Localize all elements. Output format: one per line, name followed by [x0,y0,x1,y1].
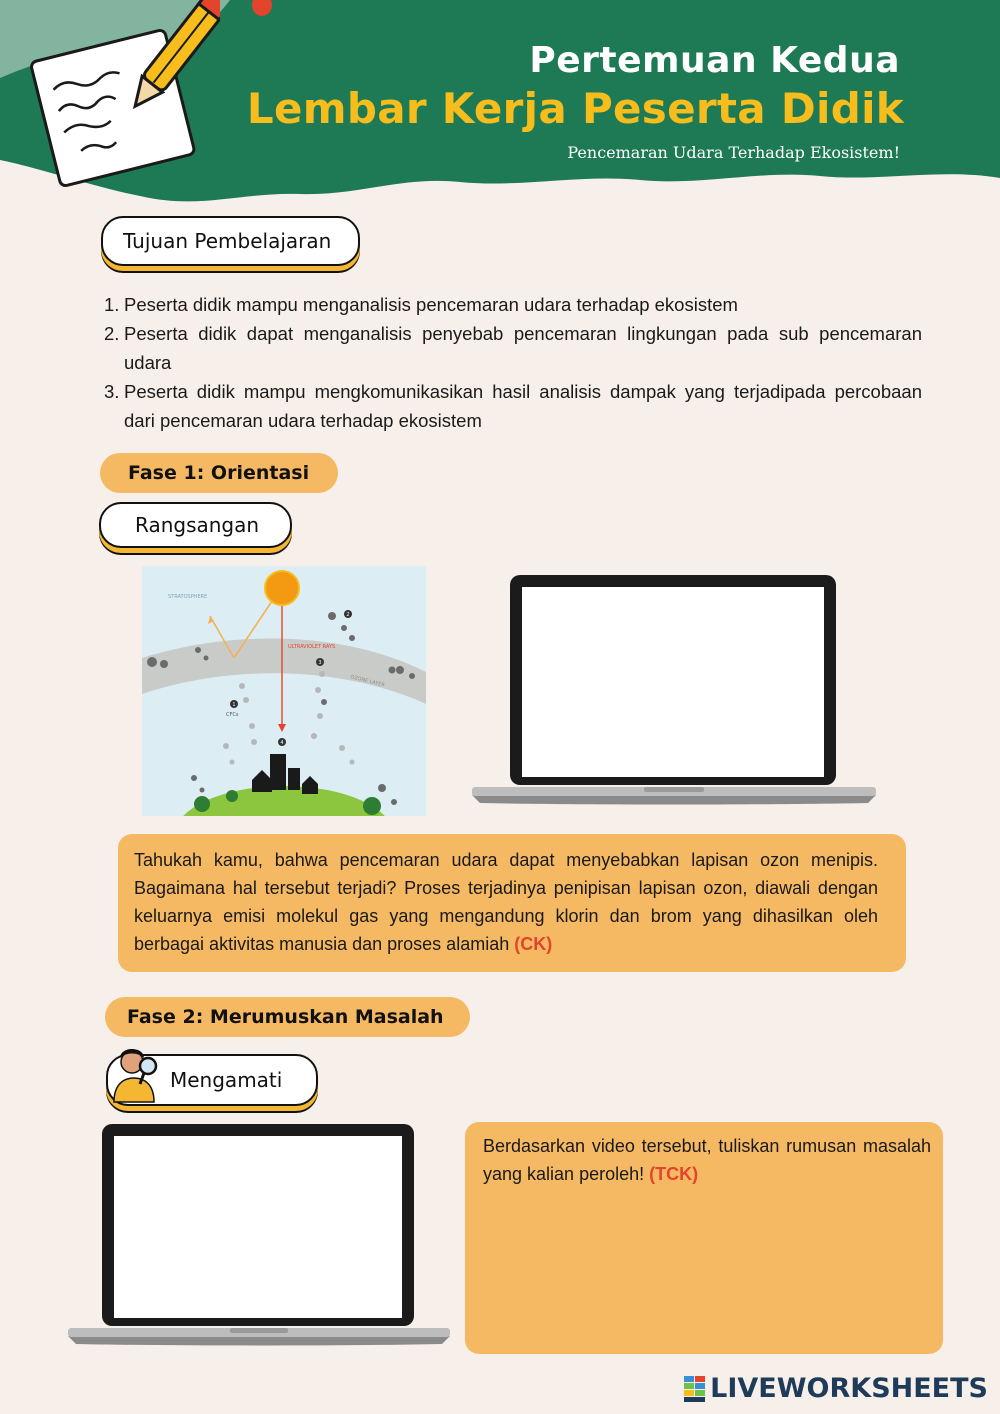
goal-number: 2. [104,323,120,344]
ozone-diagram [142,566,426,816]
page-title: Lembar Kerja Peserta Didik [246,84,904,133]
fase1-label: Fase 1: Orientasi [128,462,310,484]
marker-3: 3 [318,660,322,666]
video-laptop-1[interactable] [472,573,876,805]
goal-text: Peserta didik mampu menganalisis pencemaran udara terhadap ekosistem [124,294,738,315]
task-text: Berdasarkan video tersebut, tuliskan rumusan masalah yang kalian peroleh! [483,1136,931,1184]
task-code: (TCK) [649,1164,699,1184]
logo-text: LIVEWORKSHEETS [710,1373,988,1404]
ozone-label: OZONE LAYER [349,674,386,689]
live-icon [684,1376,706,1402]
tujuan-label: Tujuan Pembelajaran [123,229,332,253]
mengamati-label: Mengamati [170,1068,283,1092]
rangsangan-label: Rangsangan [135,513,260,537]
liveworksheets-logo [684,1373,988,1404]
goal-item [104,377,922,435]
marker-1: 1 [232,702,236,708]
marker-2: 2 [346,612,350,618]
stratosphere-label: STRATOSPHERE [168,594,208,600]
video-laptop-2[interactable] [68,1122,450,1346]
meeting-title: Pertemuan Kedua [529,40,900,81]
cfcs-label: CFCs [226,712,239,718]
info-box [118,834,906,972]
learning-goals-list [104,290,922,435]
goal-text: Peserta didik dapat menganalisis penyebab pencemaran lingkungan pada sub pencemaran udara [124,323,922,373]
goal-number: 3. [104,381,120,402]
goal-item [104,290,922,319]
uv-label: ULTRAVIOLET RAYS [288,644,336,650]
ozone-depletion-image [142,566,426,816]
page-subtitle: Pencemaran Udara Terhadap Ekosistem! [567,143,900,162]
answer-box[interactable] [465,1122,943,1354]
marker-4: 4 [280,740,284,746]
goal-text: Peserta didik mampu mengkomunikasikan hasil analisis dampak yang terjadipada percobaan dari pencemaran udara terhadap ekosistem [124,381,922,431]
goal-item [104,319,922,377]
observer-character-icon [104,1040,164,1104]
info-text: Tahukah kamu, bahwa pencemaran udara dapat menyebabkan lapisan ozon menipis. Bagaimana hal tersebut terjadi? Proses terjadinya penipisan lapisan ozon, diawali dengan keluarnya emisi molekul gas yang mengandung klorin dan brom yang dihasilkan oleh berbagai aktivitas manusia dan proses alamiah [134,850,878,954]
fase1-pill [100,453,338,493]
rangsangan-pill [99,502,292,548]
fase2-pill [105,997,470,1037]
info-code: (CK) [514,934,553,954]
goal-number: 1. [104,294,120,315]
fase2-label: Fase 2: Merumuskan Masalah [127,1006,444,1028]
notebook-pen-icon [20,0,220,190]
tujuan-pill [101,216,360,266]
